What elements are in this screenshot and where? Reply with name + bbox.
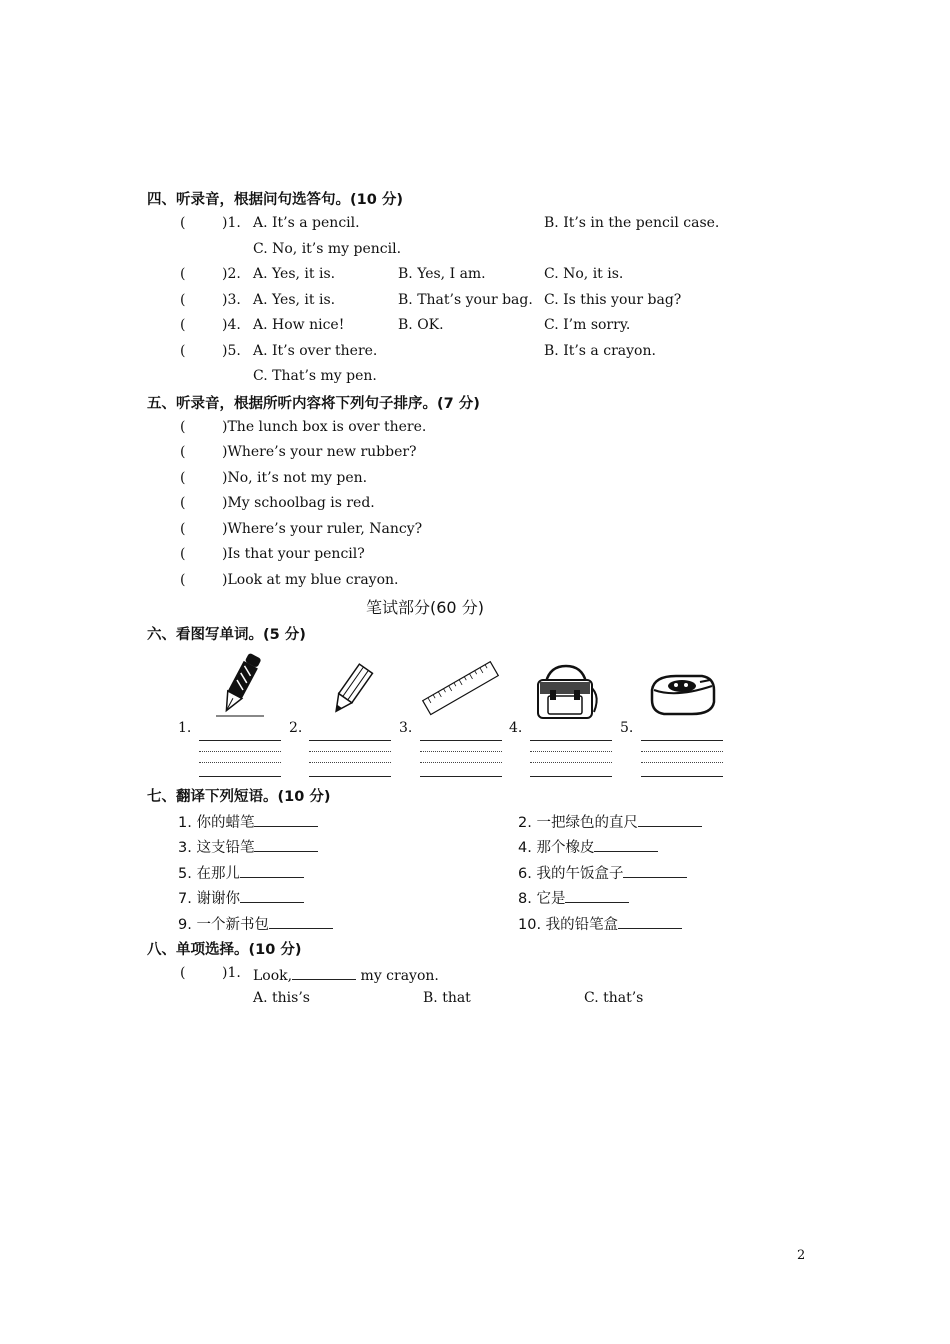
phrase-text: 9. 一个新书包 bbox=[178, 917, 269, 933]
picture-number: 4. bbox=[509, 720, 523, 736]
phrase-item bbox=[518, 887, 629, 908]
answer-blank[interactable] bbox=[565, 888, 629, 903]
answer-paren[interactable]: ( bbox=[180, 470, 186, 486]
phrase-item bbox=[518, 862, 687, 883]
option-b: B. OK. bbox=[398, 317, 444, 333]
phrase-item bbox=[178, 811, 318, 832]
phrase-item bbox=[518, 913, 682, 934]
option-a: A. How nice! bbox=[253, 317, 345, 333]
option-c: C. That’s my pen. bbox=[253, 368, 377, 384]
question-number: )5. bbox=[222, 343, 241, 359]
pencil-icon bbox=[325, 660, 377, 720]
phrase-text: 5. 在那儿 bbox=[178, 866, 240, 882]
phrase-text: 7. 谢谢你 bbox=[178, 891, 240, 907]
answer-blank[interactable] bbox=[254, 837, 318, 852]
answer-paren[interactable]: ( bbox=[180, 521, 186, 537]
question-number: )4. bbox=[222, 317, 241, 333]
phrase-item bbox=[178, 836, 318, 857]
stem-part: Look, bbox=[253, 968, 293, 984]
sentence-item: )Where’s your new rubber? bbox=[222, 444, 417, 460]
phrase-text: 3. 这支铅笔 bbox=[178, 840, 255, 856]
section-6-title: 六、看图写单词。(5 分) bbox=[147, 627, 306, 643]
answer-paren[interactable]: ( bbox=[180, 495, 186, 511]
option-b: B. That’s your bag. bbox=[398, 292, 533, 308]
answer-paren[interactable]: ( bbox=[180, 215, 186, 231]
option-b: B. that bbox=[423, 990, 471, 1006]
option-c: C. No, it’s my pencil. bbox=[253, 241, 402, 257]
option-a: A. Yes, it is. bbox=[253, 292, 336, 308]
picture-number: 5. bbox=[620, 720, 634, 736]
pencil-case-icon bbox=[646, 668, 718, 720]
schoolbag-icon bbox=[530, 662, 606, 720]
phrase-text: 1. 你的蜡笔 bbox=[178, 815, 255, 831]
option-a: A. It’s over there. bbox=[253, 343, 378, 359]
answer-blank[interactable] bbox=[292, 965, 356, 980]
sentence-item: )The lunch box is over there. bbox=[222, 419, 427, 435]
answer-paren[interactable]: ( bbox=[180, 266, 186, 282]
picture-number: 3. bbox=[399, 720, 413, 736]
question-stem bbox=[253, 965, 439, 984]
answer-blank[interactable] bbox=[594, 837, 658, 852]
answer-paren[interactable]: ( bbox=[180, 343, 186, 359]
sentence-item: )Look at my blue crayon. bbox=[222, 572, 399, 588]
answer-paren[interactable]: ( bbox=[180, 419, 186, 435]
phrase-text: 10. 我的铅笔盒 bbox=[518, 917, 619, 933]
option-b: B. It’s in the pencil case. bbox=[544, 215, 720, 231]
phrase-item bbox=[178, 887, 304, 908]
phrase-text: 8. 它是 bbox=[518, 891, 566, 907]
phrase-item bbox=[178, 913, 333, 934]
answer-paren[interactable]: ( bbox=[180, 317, 186, 333]
phrase-text: 2. 一把绿色的直尺 bbox=[518, 815, 638, 831]
stem-part: my crayon. bbox=[360, 968, 439, 984]
option-b: B. Yes, I am. bbox=[398, 266, 486, 282]
answer-blank[interactable] bbox=[638, 812, 702, 827]
answer-blank[interactable] bbox=[240, 863, 304, 878]
phrase-text: 6. 我的午饭盒子 bbox=[518, 866, 624, 882]
answer-paren[interactable]: ( bbox=[180, 292, 186, 308]
phrase-item bbox=[518, 836, 658, 857]
sentence-item: )Where’s your ruler, Nancy? bbox=[222, 521, 423, 537]
answer-blank[interactable] bbox=[269, 914, 333, 929]
answer-paren[interactable]: ( bbox=[180, 444, 186, 460]
answer-blank[interactable] bbox=[240, 888, 304, 903]
picture-number: 2. bbox=[289, 720, 303, 736]
option-c: C. No, it is. bbox=[544, 266, 624, 282]
answer-blank[interactable] bbox=[623, 863, 687, 878]
section-7-title: 七、翻译下列短语。(10 分) bbox=[147, 789, 331, 805]
option-a: A. It’s a pencil. bbox=[253, 215, 360, 231]
option-c: C. I’m sorry. bbox=[544, 317, 631, 333]
phrase-item bbox=[518, 811, 702, 832]
phrase-text: 4. 那个橡皮 bbox=[518, 840, 595, 856]
option-c: C. that’s bbox=[584, 990, 644, 1006]
sentence-item: )No, it’s not my pen. bbox=[222, 470, 368, 486]
answer-blank[interactable] bbox=[618, 914, 682, 929]
picture-number: 1. bbox=[178, 720, 192, 736]
section-5-title: 五、听录音，根据所听内容将下列句子排序。(7 分) bbox=[147, 396, 480, 412]
page-number: 2 bbox=[797, 1248, 806, 1263]
written-part-title: 笔试部分(60 分) bbox=[366, 598, 484, 617]
answer-paren[interactable]: ( bbox=[180, 572, 186, 588]
pen-icon bbox=[212, 650, 268, 720]
question-number: )2. bbox=[222, 266, 241, 282]
answer-paren[interactable]: ( bbox=[180, 965, 186, 981]
sentence-item: )My schoolbag is red. bbox=[222, 495, 375, 511]
phrase-item bbox=[178, 862, 304, 883]
ruler-icon bbox=[420, 660, 502, 718]
option-b: B. It’s a crayon. bbox=[544, 343, 656, 359]
question-number: )1. bbox=[222, 215, 241, 231]
answer-paren[interactable]: ( bbox=[180, 546, 186, 562]
sentence-item: )Is that your pencil? bbox=[222, 546, 365, 562]
section-4-title: 四、听录音，根据问句选答句。(10 分) bbox=[147, 192, 403, 208]
question-number: )3. bbox=[222, 292, 241, 308]
question-number: )1. bbox=[222, 965, 241, 981]
option-c: C. Is this your bag? bbox=[544, 292, 682, 308]
option-a: A. this’s bbox=[253, 990, 310, 1006]
section-8-title: 八、单项选择。(10 分) bbox=[147, 942, 302, 958]
option-a: A. Yes, it is. bbox=[253, 266, 336, 282]
answer-blank[interactable] bbox=[254, 812, 318, 827]
